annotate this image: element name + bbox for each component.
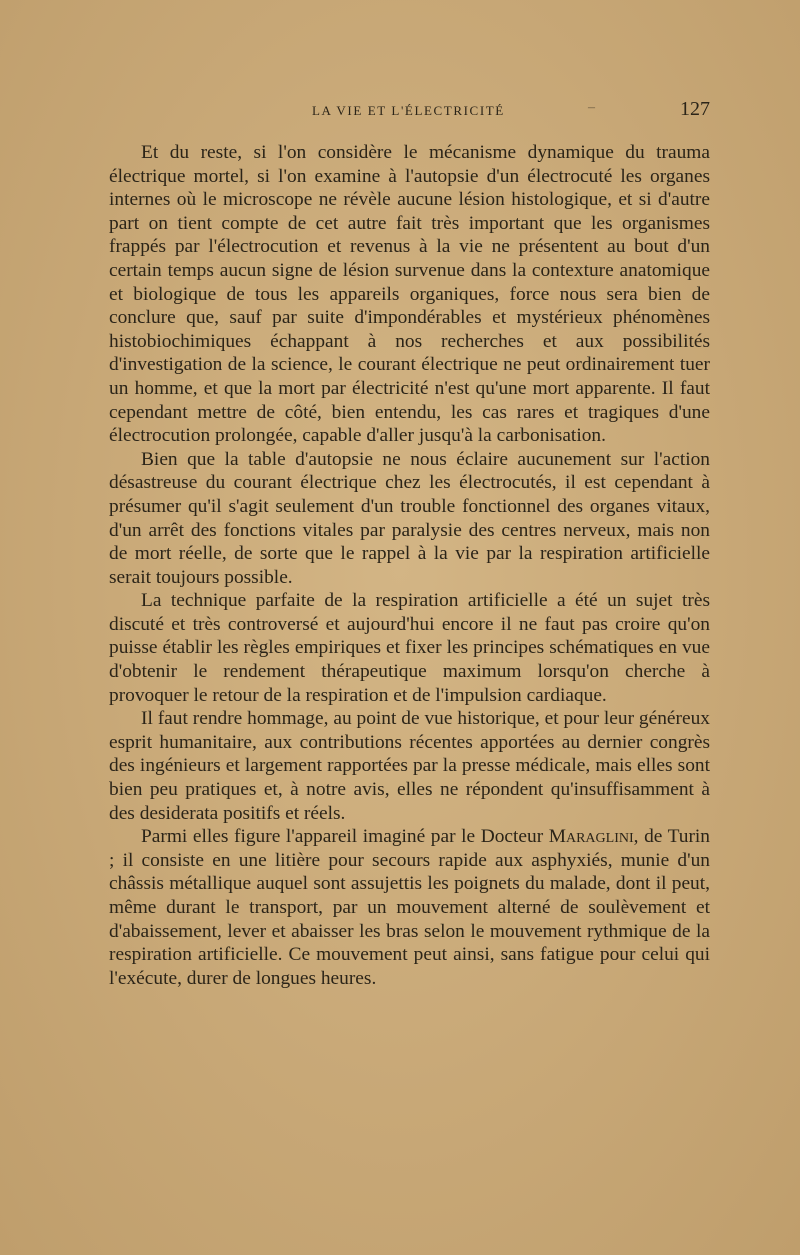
paragraph-3: La technique parfaite de la respiration artificielle a été un sujet très discuté et très controversé et aujourd'hui encore il ne faut pas croire qu'on puisse établir les règles empiriques et fixer les principes schématiques en vue d'obtenir le rendement thérapeutique maximum lorsqu'on cherche à provoquer le retour de la respiration et de l'impulsion cardiaque.: [109, 590, 710, 706]
paragraph-5-end: , de Turin ; il consiste en une litière pour secours rapide aux asphyxiés, munie d'un châssis métallique auquel sont assujettis les poignets du malade, dont il peut, même durant le transport, par un mouvement alterné de soulèvement et d'abaissement, lever et abaisser les bras selon le mouvement rythmique de la respiration artificielle. Ce mouvement peut ainsi, sans fatigue pour celui qui l'exécute, durer de longues heures.: [109, 826, 710, 989]
paragraph-5-start: Parmi elles figure l'appareil imaginé par le Docteur: [141, 826, 549, 848]
paragraph-2: Bien que la table d'autopsie ne nous éclaire aucunement sur l'action désastreuse du courant électrique chez les électrocutés, il est cependant à présumer qu'il s'agit seulement d'un trouble fonctionnel des organes vitaux, d'un arrêt des fonctions vitales par paralysie des centres nerveux, mais non de mort réelle, de sorte que le rappel à la vie par la respiration artificielle serait toujours possible.: [109, 448, 710, 588]
page-number: 127: [680, 98, 710, 120]
header-dash: –: [588, 100, 595, 115]
paragraph-5: [109, 825, 710, 990]
author-name: Maraglini: [548, 826, 634, 848]
paragraph-1: Et du reste, si l'on considère le mécanisme dynamique du trauma électrique mortel, si l'on examine à l'autopsie d'un électrocuté les organes internes où le microscope ne révèle aucune lésion histologique, et si d'autre part on tient compte de cet autre fait très important que les organismes frappés par l'électrocution et revenus à la vie ne présentent au bout d'un certain temps aucun signe de lésion survenue dans la contexture anatomique et biologique de tous les appareils organiques, force nous sera bien de conclure que, sauf par suite d'impondérables et mystérieux phénomènes histobiochimiques échappant à nos recherches et aux possibilités d'investigation de la science, le courant électrique ne peut ordinairement tuer un homme, et que la mort par électricité n'est qu'une mort apparente. Il faut cependant mettre de côté, bien entendu, les cas rares et tragiques d'une électrocution prolongée, capable d'aller jusqu'à la carbonisation.: [109, 142, 710, 447]
page-header: [110, 98, 710, 124]
body-text: [109, 141, 710, 990]
running-title: LA VIE ET L'ÉLECTRICITÉ: [312, 103, 505, 118]
paragraph-4: Il faut rendre hommage, au point de vue historique, et pour leur généreux esprit humanitaire, aux contributions récentes apportées au dernier congrès des ingénieurs et largement rapportées par la presse médicale, mais elles sont bien peu pratiques et, à notre avis, elles ne répondent qu'insuffisamment à des desiderata positifs et réels.: [109, 708, 710, 824]
